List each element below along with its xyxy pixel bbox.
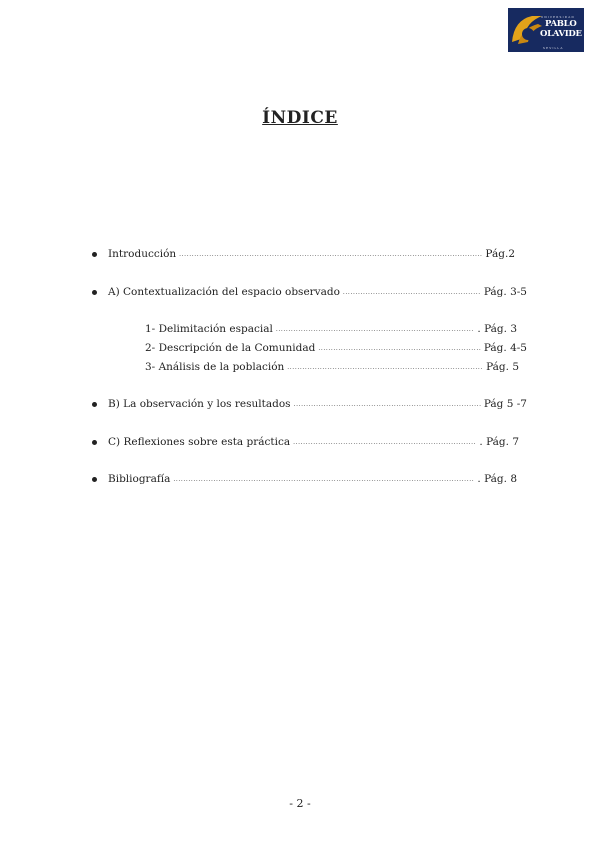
toc-leader (173, 473, 474, 488)
toc-label: 1- Delimitación espacial (145, 323, 273, 335)
university-logo (508, 8, 584, 52)
toc-subitem-descripcion (145, 342, 527, 357)
toc-leader (179, 248, 482, 263)
toc-item-introduccion (108, 248, 515, 263)
toc-leader (343, 286, 481, 301)
logo-line2: OLAVIDE (540, 29, 582, 39)
toc-label: Introducción (108, 248, 177, 260)
toc-item-contextualizacion (108, 286, 527, 301)
toc-page: Pág. 4-5 (483, 342, 527, 354)
toc-label: A) Contextualización del espacio observado (108, 286, 340, 298)
toc-page: . Pág. 3 (477, 323, 517, 335)
bullet-icon (92, 290, 97, 295)
toc-subitem-analisis (145, 361, 519, 376)
logo-line1: PABLO (545, 19, 577, 29)
toc-page: . Pág. 7 (479, 436, 519, 448)
toc-page: Pág. 5 (486, 361, 519, 373)
toc-page: Pág 5 -7 (483, 398, 527, 410)
toc-item-reflexiones (108, 436, 519, 451)
toc-item-bibliografia (108, 473, 517, 488)
bullet-icon (92, 252, 97, 257)
logo-top-text: UNIVERSIDAD (541, 15, 575, 19)
bullet-icon (92, 440, 97, 445)
toc-page: Pág.2 (485, 248, 515, 260)
toc-leader (318, 342, 480, 357)
toc-page: Pág. 3-5 (483, 286, 527, 298)
toc-leader (276, 323, 475, 338)
toc-leader (287, 361, 483, 376)
page-number: - 2 - (289, 797, 311, 810)
toc-item-observacion (108, 398, 527, 413)
toc-label: C) Reflexiones sobre esta práctica (108, 436, 291, 448)
page-title: ÍNDICE (262, 108, 338, 128)
toc-subitem-delimitacion (145, 323, 517, 338)
toc-label: Bibliografía (108, 473, 171, 485)
bullet-icon (92, 477, 97, 482)
toc-leader (294, 398, 481, 413)
bullet-icon (92, 402, 97, 407)
logo-bottom-text: SEVILLA (543, 46, 564, 50)
toc-label: B) La observación y los resultados (108, 398, 291, 410)
toc-page: . Pág. 8 (477, 473, 517, 485)
toc-leader (293, 436, 476, 451)
toc-label: 2- Descripción de la Comunidad (145, 342, 316, 354)
toc-label: 3- Análisis de la población (145, 361, 285, 373)
